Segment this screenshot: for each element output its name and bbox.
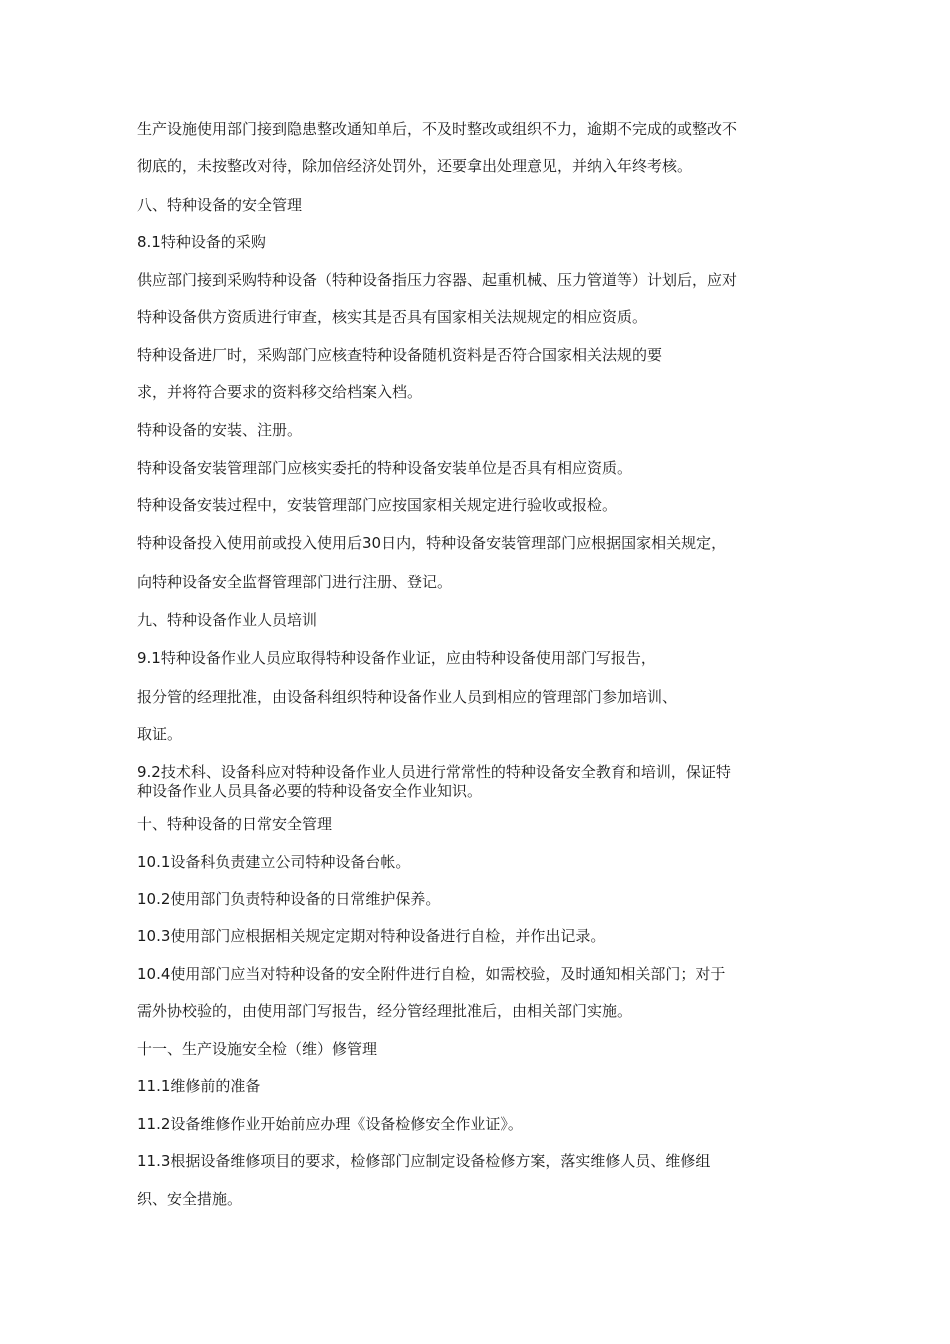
section-heading: 九、特种设备作业人员培训 (137, 611, 318, 629)
text-line: 种设备作业人员具备必要的特种设备安全作业知识。 (137, 782, 483, 800)
text-line: 供应部门接到采购特种设备（特种设备指压力容器、起重机械、压力管道等）计划后，应对 (137, 271, 738, 289)
section-heading: 十一、生产设施安全检（维）修管理 (137, 1040, 378, 1058)
text-line: 特种设备供方资质进行审查，核实其是否具有国家相关法规规定的相应资质。 (137, 308, 648, 326)
text-line: 特种设备安装过程中，安装管理部门应按国家相关规定进行验收或报检。 (137, 496, 618, 514)
text-line: 报分管的经理批准，由设备科组织特种设备作业人员到相应的管理部门参加培训、 (137, 688, 678, 706)
text-line: 特种设备的安装、注册。 (137, 421, 303, 439)
text-line: 彻底的，未按整改对待，除加倍经济处罚外，还要拿出处理意见，并纳入年终考核。 (137, 157, 693, 175)
text-line: 生产设施使用部门接到隐患整改通知单后，不及时整改或组织不力，逾期不完成的或整改不 (137, 120, 738, 138)
text-line: 11.3根据设备维修项目的要求，检修部门应制定设备检修方案，落实维修人员、维修组 (137, 1152, 711, 1170)
text-line: 特种设备进厂时，采购部门应核查特种设备随机资料是否符合国家相关法规的要 (137, 346, 663, 364)
text-line: 织、安全措施。 (137, 1190, 243, 1208)
text-line: 10.3使用部门应根据相关规定定期对特种设备进行自检，并作出记录。 (137, 927, 606, 945)
text-line: 10.2使用部门负责特种设备的日常维护保养。 (137, 890, 441, 908)
text-line: 11.2设备维修作业开始前应办理《设备检修安全作业证》。 (137, 1115, 523, 1133)
text-line: 9.2技术科、设备科应对特种设备作业人员进行常常性的特种设备安全教育和培训，保证特 (137, 763, 731, 781)
text-line: 需外协校验的，由使用部门写报告，经分管经理批准后，由相关部门实施。 (137, 1002, 633, 1020)
text-line: 特种设备投入使用前或投入使用后30日内，特种设备安装管理部门应根据国家相关规定， (137, 534, 727, 552)
section-heading: 八、特种设备的安全管理 (137, 196, 303, 214)
section-heading: 十、特种设备的日常安全管理 (137, 815, 333, 833)
text-line: 向特种设备安全监督管理部门进行注册、登记。 (137, 573, 453, 591)
text-line: 取证。 (137, 725, 183, 743)
text-line: 10.1设备科负责建立公司特种设备台帐。 (137, 853, 411, 871)
text-line: 特种设备安装管理部门应核实委托的特种设备安装单位是否具有相应资质。 (137, 459, 633, 477)
subsection-heading: 8.1特种设备的采购 (137, 233, 266, 251)
text-line: 10.4使用部门应当对特种设备的安全附件进行自检，如需校验，及时通知相关部门；对于 (137, 965, 726, 983)
text-line: 求，并将符合要求的资料移交给档案入档。 (137, 383, 423, 401)
subsection-heading: 11.1维修前的准备 (137, 1077, 261, 1095)
text-line: 9.1特种设备作业人员应取得特种设备作业证，应由特种设备使用部门写报告， (137, 649, 656, 667)
